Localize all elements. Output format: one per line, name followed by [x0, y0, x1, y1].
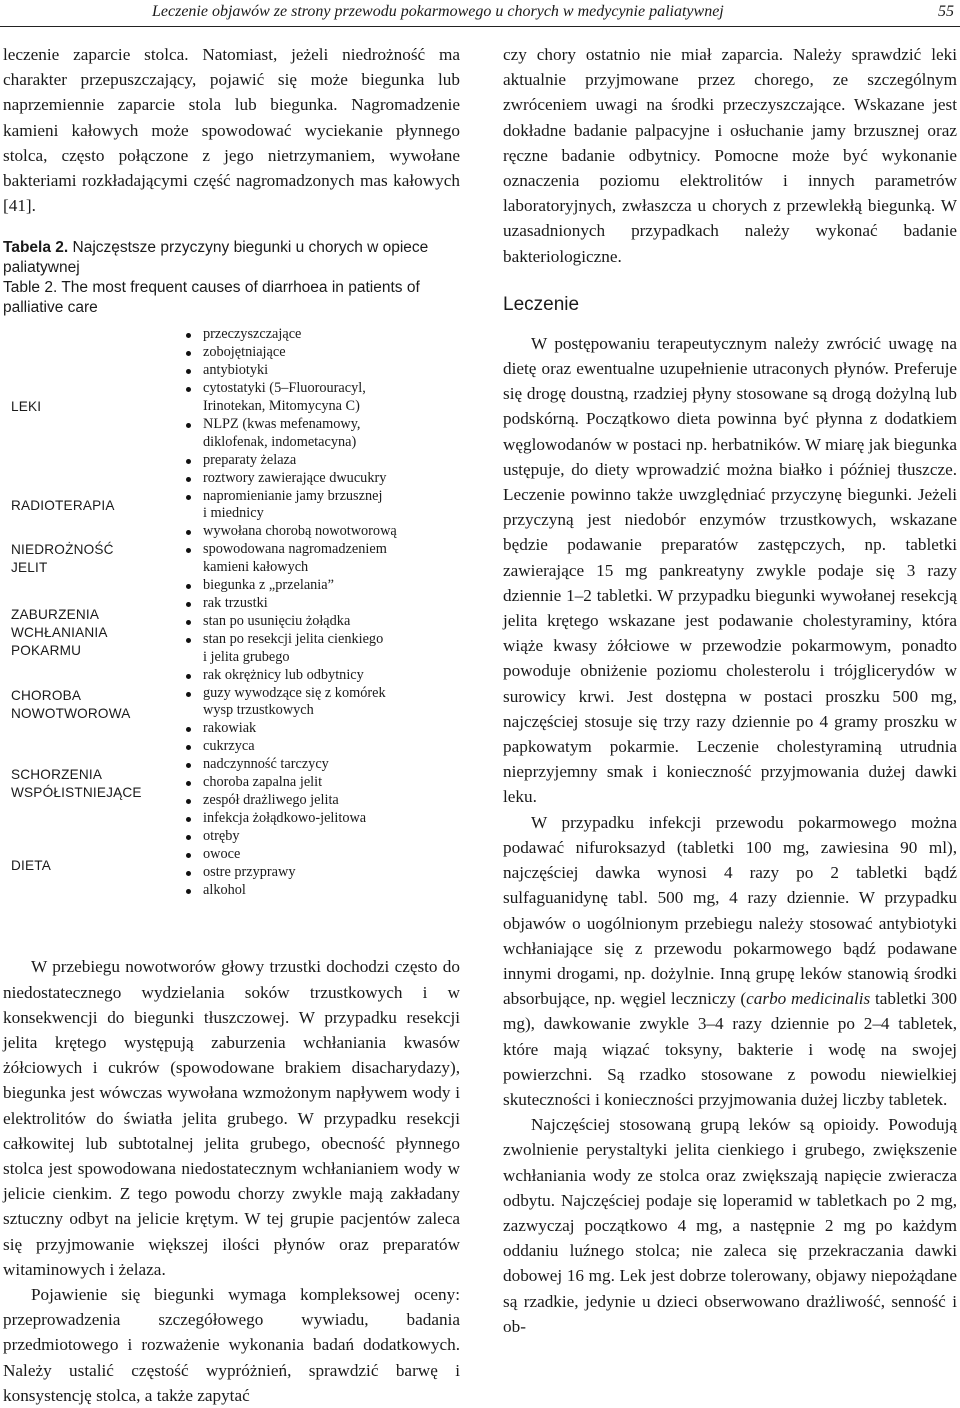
list-item: zespół drażliwego jelita — [183, 792, 463, 810]
list-item: zobojętniające — [183, 344, 463, 362]
causes-table — [3, 326, 460, 938]
continued-paragraph: czy chory ostatnio nie miał zaparcia. Należy sprawdzić leki aktualnie przyjmowane przez chorego, ze szczególnym zwróceniem uwagi na środki przeczyszczające. Wskazane jest dokładne badanie palpacyjne i osłuchanie jamy brzusznej oraz ręczne badanie odbytnicy. Pomocne może być wykonanie oznaczenia poziomu elektrolitów i innych parametrów laboratoryjnych, zwłaszcza u chorych z przewlekłą biegunką. W uzasadnionych przypadkach należy wykonać badanie bakteriologiczne. — [503, 45, 957, 266]
running-header — [0, 0, 960, 27]
list-item: preparaty żelaza — [183, 452, 463, 470]
table-caption-label: Tabela 2. — [3, 239, 69, 257]
table-caption-pl — [3, 238, 460, 277]
list-item: rak trzustki — [183, 595, 463, 613]
list-item: cukrzyca — [183, 738, 463, 756]
list-item: napromienianie jamy brzusznej i miednicy — [183, 488, 463, 524]
body-paragraph: W przypadku infekcji przewodu pokarmowego można podawać nifuroksazyd (tabletki 100 mg, zawiesina 90 ml), najczęściej dawka wynosi 4 razy po 2 tabletki bądź sulfaguanidynę tabl. 500 mg, 4 razy dziennie. W przypadku objawów o uogólnionym przebiegu należy stosować antybiotyki wchłaniające się z przewodu pokarmowego bądź podawane innymi drogami, np. dożylnie. Inną grupę leków stanowią środki absorbujące, np. węgiel leczniczy (carbo medicinalis tabletki 300 mg), dawkowanie zwykle 3–4 razy dziennie po 2–4 tabletek, które mają wiązać toksyny, bakterie i wodę na swojej powierzchni. Są rzadko stosowane z powodu niewielkiej skuteczności i konieczności przyjmowania dużej liczby tabletek. — [503, 812, 958, 1109]
list-item: ostre przyprawy — [183, 864, 463, 882]
category-line: CHOROBA — [11, 688, 82, 704]
list-item: NLPZ (kwas mefenamowy, diklofenak, indometacyna) — [183, 416, 463, 452]
left-column — [3, 42, 460, 1408]
category-line: NIEDROŻNOŚĆ — [11, 542, 114, 558]
table-caption-en: Table 2. The most frequent causes of diarrhoea in patients of palliative care — [3, 279, 420, 316]
list-item: cytostatyki (5–Fluorouracyl, Irinotekan, Mitomycyna C) — [183, 380, 463, 416]
list-item: wywołana chorobą nowotworową — [183, 523, 463, 541]
table-category — [11, 857, 51, 875]
running-header-title: Leczenie objawów ze strony przewodu pokarmowego u chorych w medycynie paliatywnej — [152, 3, 724, 20]
list-item: stan po resekcji jelita cienkiego i jelita grubego — [183, 631, 463, 667]
intro-paragraph: leczenie zaparcie stolca. Natomiast, jeżeli niedrożność ma charakter przepuszczający, pojawić się może biegunka lub naprzemiennie zaparcie stola lub biegunka. Nagromadzenie kamieni kałowych może spowodować wyciekanie płynnego stolca, często połączone z jego nietrzymaniem, wywołane bakteriami rozkładającymi część nagromadzonych mas kałowych [41]. — [3, 45, 460, 216]
table-category — [11, 497, 115, 515]
list-item: guzy wywodzące się z komórek wysp trzustkowych — [183, 685, 463, 721]
list-item: otręby — [183, 828, 463, 846]
page-number: 55 — [938, 3, 954, 20]
list-item: biegunka z „przelania” — [183, 577, 463, 595]
category-line: NOWOTWOROWA — [11, 706, 131, 722]
category-line: LEKI — [11, 399, 42, 415]
body-paragraph: W przebiegu nowotworów głowy trzustki dochodzi często do niedostatecznego wydzielania soków trzustkowych i w konsekwencji do biegunki tłuszczowej. W przypadku resekcji jelita krętego występują zaburzenia wchłaniania kwasów żółciowych i cukrów (spowodowane brakiem disacharydazy), biegunka jest wówczas wywołana wzmożonym napływem wody i elektrolitów do światła jelita grubego. W przypadku resekcji całkowitej lub subtotalnej jelita grubego, obecność płynnego stolca jest spowodowana niedostatecznym wchłanianiem wody w jelicie cienkim. Z tego powodu chorzy zwykle mają zakładany sztuczny odbyt na jelicie krętym. W tej grupie pacjentów zaleca się przyjmowanie większej ilości płynów oraz preparatów witaminowych i żelaza. — [3, 957, 460, 1279]
category-line: DIETA — [11, 858, 52, 874]
category-line: WCHŁANIANIA — [11, 625, 108, 641]
category-line: ZABURZENIA — [11, 607, 100, 623]
body-paragraph: Najczęściej stosowaną grupą leków są opioidy. Powodują zwolnienie perystaltyki jelita cienkiego i grubego, zwiększenie wchłaniania wody ze stolca oraz zwiększają napięcie zwieracza odbytu. Najczęściej podaje się loperamid w tabletkach po 2 mg, zazwyczaj początkowo 4 mg, a następnie 2 mg po każdym oddaniu luźnego stolca; nie zaleca się przekraczania dawki dobowej 16 mg. Lek jest dobrze tolerowany, objawy niepożądane są rzadkie, jedynie u dzieci obserwowano drażliwość, senność i ob- — [503, 1115, 957, 1336]
table-caption — [3, 238, 460, 317]
category-line: RADIOTERAPIA — [11, 498, 115, 514]
list-item: roztwory zawierające dwucukry — [183, 470, 463, 488]
causes-list — [183, 326, 463, 899]
list-item: choroba zapalna jelit — [183, 774, 463, 792]
list-item: spowodowana nagromadzeniem kamieni kałowych — [183, 541, 463, 577]
category-line: POKARMU — [11, 643, 82, 659]
category-line: WSPÓŁISTNIEJĄCE — [11, 785, 142, 801]
list-item: przeczyszczające — [183, 326, 463, 344]
list-item: owoce — [183, 846, 463, 864]
table-caption-text: Najczęstsze przyczyny biegunki u chorych w opiece paliatywnej — [3, 239, 429, 276]
category-line: SCHORZENIA — [11, 767, 103, 783]
right-column — [503, 42, 957, 1339]
list-item: rakowiak — [183, 720, 463, 738]
list-item: stan po usunięciu żołądka — [183, 613, 463, 631]
body-paragraph: Pojawienie się biegunki wymaga kompleksowej oceny: przeprowadzenia szczegółowego wywiadu, badania przedmiotowego i rozważenie wykonania badań dodatkowych. Należy ustalić częstość wypróżnień, sprawdzić barwę i konsystencję stolca, a także zapytać — [3, 1285, 460, 1405]
list-item: rak okrężnicy lub odbytnicy — [183, 667, 463, 685]
table-category — [11, 687, 131, 723]
table-category — [11, 398, 41, 416]
list-item: alkohol — [183, 882, 463, 900]
body-paragraph: W postępowaniu terapeutycznym należy zwrócić uwagę na dietę oraz ewentualne uzupełnienie utraconych płynów. Preferuje się drogę doustną, rzadziej płyny stosowane są drogą dożylną lub podskórną. Początkowo dieta powinna być płynna z dodatkiem węglowodanów w postaci np. herbatników. W miarę jak biegunka ustępuje, do diety wprowadzić można białko i później tłuszcze. Leczenie powinno także uwzględniać przyczynę biegunki. Jeżeli przyczyną jest niedobór enzymów trzustkowych, wskazane będzie podawanie preparatów zastępczych, np. tabletki zawierające 15 mg pankreatyny zwykle podaje się 3 razy dziennie 1–2 tabletki. W przypadku biegunki wywołanej resekcją jelita krętego wskazane jest podawanie cholestyraminy, która wiąże kwasy żółciowe w przewodzie pokarmowym, ponadto powoduje obniżenie poziomu cholesterolu i trójglicerydów w surowicy krwi. Jest dostępna w postaci proszku 500 mg, najczęściej stosuje się trzy razy dziennie po 4 gramy proszku w papkowatym pokarmie. Leczenie cholestyraminą utrudnia nieprzyjemny smak i konieczność przyjmowania dużej dawki leku. — [503, 333, 957, 807]
section-heading: Leczenie — [503, 293, 580, 315]
list-item: antybiotyki — [183, 362, 463, 380]
table-category — [11, 766, 142, 802]
left-body — [3, 954, 460, 1408]
table-category — [11, 606, 108, 660]
table-category — [11, 541, 114, 577]
latin-term: carbo medicinalis — [746, 989, 871, 1009]
list-item: infekcja żołądkowo-jelitowa — [183, 810, 463, 828]
list-item: nadczynność tarczycy — [183, 756, 463, 774]
category-line: JELIT — [11, 560, 48, 576]
